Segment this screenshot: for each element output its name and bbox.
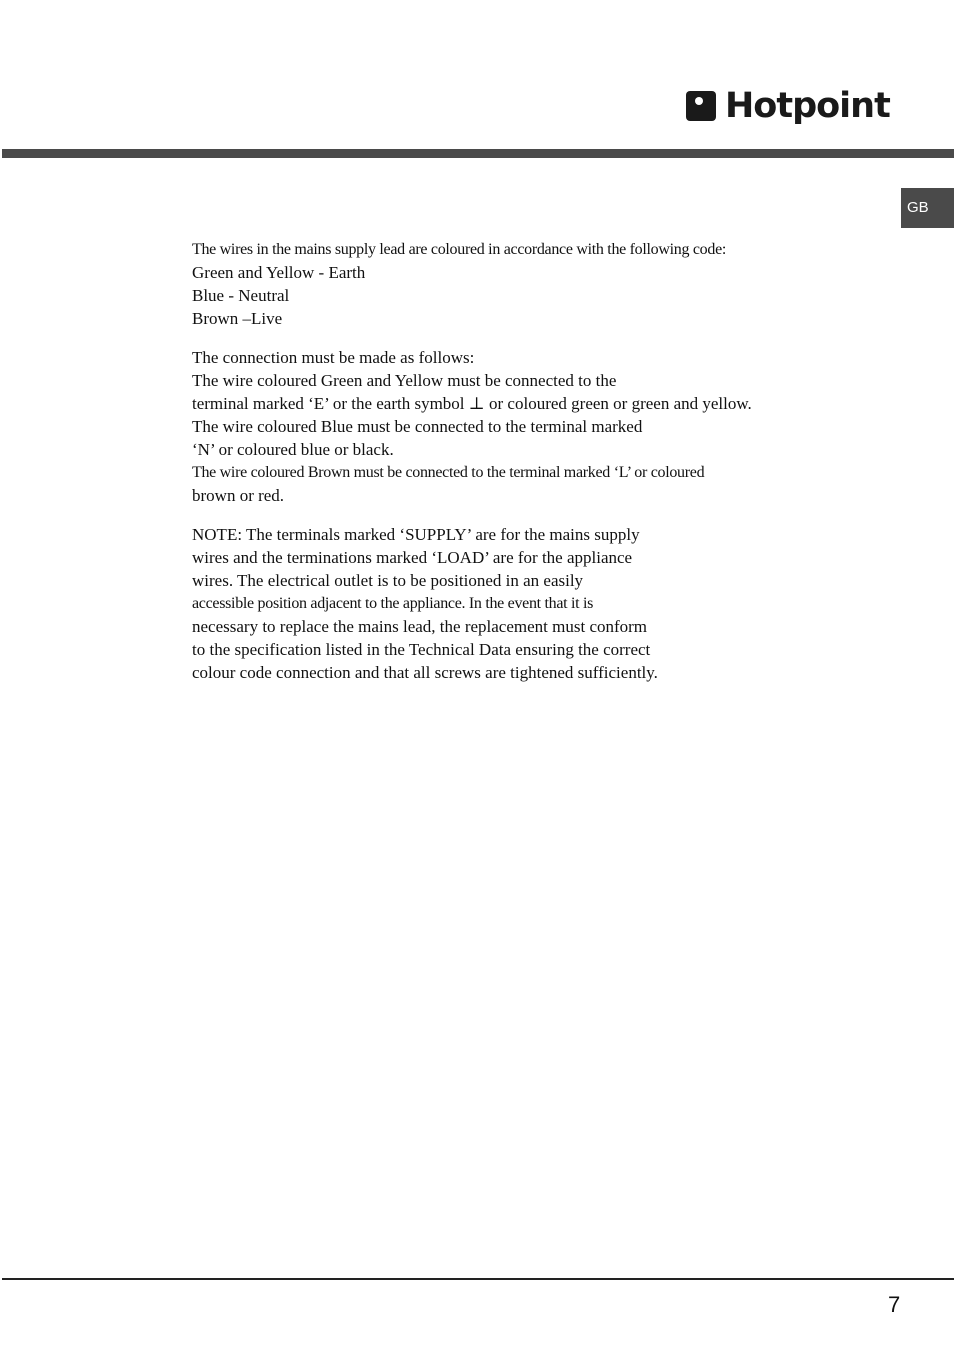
- text-line: to the specification listed in the Technical Data ensuring the correct: [192, 640, 651, 659]
- text-line: The wire coloured Green and Yellow must be connected to the: [192, 371, 617, 390]
- text-line: wires. The electrical outlet is to be positioned in an easily: [192, 571, 584, 590]
- text-line: Brown –Live: [192, 309, 283, 328]
- text-line: accessible position adjacent to the appliance. In the event that it is: [192, 595, 594, 612]
- document-body: [192, 238, 812, 700]
- text-line: Blue - Neutral: [192, 286, 290, 305]
- text-line: The wires in the mains supply lead are coloured in accordance with the following code:: [192, 241, 727, 258]
- hotpoint-logo-mark-icon: [686, 91, 716, 121]
- text-line: The wire coloured Blue must be connected to the terminal marked: [192, 417, 643, 436]
- footer-divider: [2, 1278, 954, 1280]
- text-line: brown or red.: [192, 486, 285, 505]
- text-line: terminal marked ‘E’ or the earth symbol ⊥ or coloured green or green and yellow.: [192, 394, 752, 413]
- text-line: The wire coloured Brown must be connected to the terminal marked ‘L’ or coloured: [192, 464, 705, 481]
- brand-name: Hotpoint: [725, 85, 890, 126]
- text-line: NOTE: The terminals marked ‘SUPPLY’ are for the mains supply: [192, 525, 640, 544]
- note-paragraph: [192, 523, 812, 684]
- text-line: ‘N’ or coloured blue or black.: [192, 440, 394, 459]
- text-line: wires and the terminations marked ‘LOAD’ are for the appliance: [192, 548, 633, 567]
- text-line: colour code connection and that all screws are tightened sufficiently.: [192, 663, 658, 682]
- page-number: 7: [888, 1292, 901, 1317]
- wire-colour-code-paragraph: [192, 238, 812, 330]
- header-divider: [2, 149, 954, 158]
- text-line: The connection must be made as follows:: [192, 348, 475, 367]
- text-line: necessary to replace the mains lead, the replacement must conform: [192, 617, 648, 636]
- hotpoint-logo: [686, 84, 890, 128]
- text-line: Green and Yellow - Earth: [192, 263, 366, 282]
- language-tab: GB: [901, 188, 954, 228]
- connection-instructions-paragraph: [192, 346, 812, 507]
